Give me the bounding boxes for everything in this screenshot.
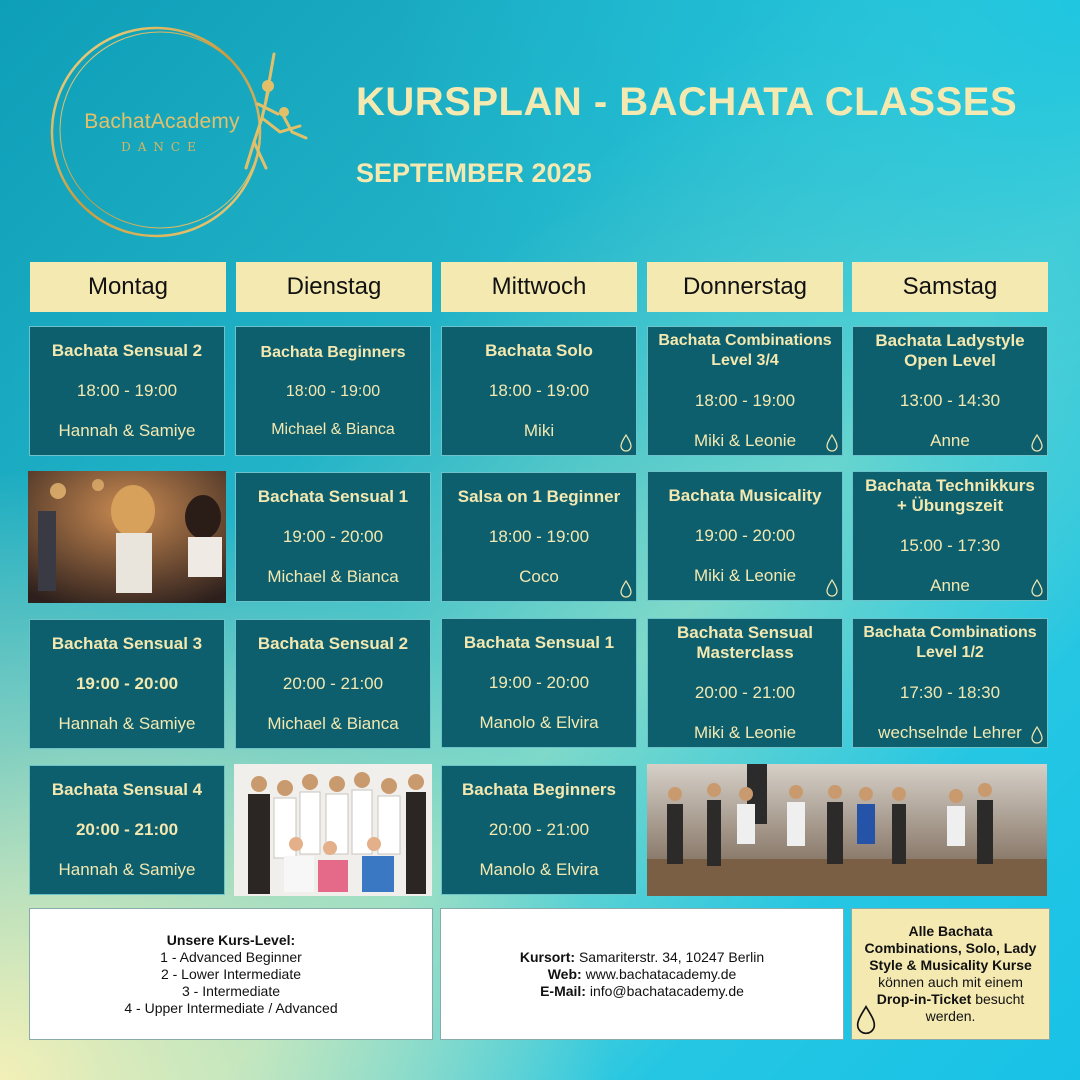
class-time: 20:00 - 21:00 bbox=[75, 820, 179, 839]
class-time: 18:00 - 19:00 bbox=[76, 381, 178, 400]
page-title: KURSPLAN - BACHATA CLASSES bbox=[356, 80, 1018, 124]
class-card[interactable] bbox=[852, 618, 1048, 748]
class-time: 20:00 - 21:00 bbox=[488, 820, 590, 839]
class-card[interactable] bbox=[441, 472, 637, 602]
class-name bbox=[671, 623, 819, 663]
class-teacher: Anne bbox=[930, 576, 970, 595]
level-info-box bbox=[29, 908, 433, 1040]
level-title: Unsere Kurs-Level: bbox=[166, 931, 296, 948]
class-time: 18:00 - 19:00 bbox=[285, 383, 381, 400]
class-name: Bachata Sensual 2 bbox=[257, 634, 409, 653]
dance-photo bbox=[28, 471, 226, 603]
class-name: Bachata Sensual 1 bbox=[257, 487, 409, 506]
class-card[interactable] bbox=[852, 326, 1048, 456]
class-name: Bachata Beginners bbox=[260, 344, 406, 361]
class-card[interactable] bbox=[441, 618, 637, 748]
class-card[interactable] bbox=[647, 471, 843, 601]
contact-info-box bbox=[440, 908, 844, 1040]
class-teacher: Manolo & Elvira bbox=[479, 860, 599, 879]
class-photo bbox=[647, 764, 1047, 896]
class-name: Bachata Sensual 2 bbox=[51, 341, 203, 360]
day-header-mittwoch: Mittwoch bbox=[441, 262, 637, 312]
class-card[interactable] bbox=[647, 618, 843, 748]
class-time: 18:00 - 19:00 bbox=[488, 527, 590, 546]
class-name: Bachata Sensual 1 bbox=[463, 633, 615, 652]
class-name bbox=[857, 623, 1042, 663]
class-name-line1: Bachata Technikkurs bbox=[865, 476, 1035, 495]
level-item: 3 - Intermediate bbox=[181, 982, 281, 999]
class-card[interactable] bbox=[647, 326, 843, 456]
class-name bbox=[859, 476, 1041, 516]
class-name-line1: Bachata Combinations bbox=[658, 332, 832, 349]
logo bbox=[48, 20, 310, 242]
dropin-text1: können auch mit einem bbox=[878, 974, 1023, 990]
class-teacher: Miki & Leonie bbox=[693, 723, 797, 742]
class-time: 20:00 - 21:00 bbox=[282, 674, 384, 693]
drop-icon bbox=[1031, 579, 1043, 597]
class-card[interactable] bbox=[29, 326, 225, 456]
class-time: 19:00 - 20:00 bbox=[75, 674, 179, 693]
group-photo bbox=[234, 764, 432, 896]
class-card[interactable] bbox=[29, 619, 225, 749]
dropin-bold1: Alle Bachata Combinations, Solo, Lady Style & Musicality Kurse bbox=[864, 923, 1037, 973]
class-name: Salsa on 1 Beginner bbox=[457, 487, 621, 506]
web-label: Web: bbox=[547, 965, 582, 982]
class-name: Bachata Solo bbox=[485, 341, 593, 360]
class-time: 17:30 - 18:30 bbox=[899, 683, 1001, 702]
dropin-info-box bbox=[851, 908, 1050, 1040]
class-teacher: Hannah & Samiye bbox=[58, 714, 196, 733]
class-card[interactable] bbox=[852, 471, 1048, 601]
class-name: Bachata Sensual 3 bbox=[51, 634, 203, 653]
class-teacher: Michael & Bianca bbox=[267, 567, 399, 586]
class-card[interactable] bbox=[235, 472, 431, 602]
class-time: 19:00 - 20:00 bbox=[282, 527, 384, 546]
level-item: 1 - Advanced Beginner bbox=[160, 948, 302, 965]
email-label: E-Mail: bbox=[540, 982, 586, 999]
logo-sub: DANCE bbox=[121, 140, 203, 154]
class-teacher: Hannah & Samiye bbox=[58, 421, 196, 440]
class-card[interactable] bbox=[235, 619, 431, 749]
kursort-line bbox=[520, 949, 764, 966]
class-teacher: Miki bbox=[523, 421, 555, 440]
class-time: 15:00 - 17:30 bbox=[899, 536, 1001, 555]
drop-icon bbox=[826, 579, 838, 597]
class-name: Bachata Beginners bbox=[462, 780, 616, 799]
class-time: 18:00 - 19:00 bbox=[488, 381, 590, 400]
class-time: 19:00 - 20:00 bbox=[488, 673, 590, 692]
class-teacher: Miki & Leonie bbox=[693, 431, 797, 450]
day-header-dienstag: Dienstag bbox=[236, 262, 432, 312]
class-name-line2: Masterclass bbox=[696, 643, 794, 662]
kursort-value: Samariterstr. 34, 10247 Berlin bbox=[578, 948, 765, 965]
drop-icon bbox=[826, 434, 838, 452]
class-name: Bachata Sensual 4 bbox=[51, 780, 203, 799]
level-item: 4 - Upper Intermediate / Advanced bbox=[124, 999, 338, 1016]
web-line bbox=[548, 966, 737, 983]
class-name-line2: Level 1/2 bbox=[916, 644, 984, 661]
drop-icon bbox=[620, 580, 632, 598]
drop-icon bbox=[620, 434, 632, 452]
day-header-montag: Montag bbox=[30, 262, 226, 312]
drop-icon bbox=[1031, 434, 1043, 452]
class-card[interactable] bbox=[235, 326, 431, 456]
email-link[interactable]: info@bachatacademy.de bbox=[589, 982, 744, 999]
logo-name: BachatAcademy bbox=[84, 110, 240, 133]
dropin-text bbox=[860, 923, 1041, 1025]
class-time: 13:00 - 14:30 bbox=[899, 391, 1001, 410]
day-header-donnerstag: Donnerstag bbox=[647, 262, 843, 312]
class-name bbox=[652, 331, 837, 371]
class-name bbox=[869, 331, 1030, 371]
class-name-line2: Level 3/4 bbox=[711, 352, 779, 369]
class-name-line1: Bachata Sensual bbox=[676, 623, 814, 642]
day-header-samstag: Samstag bbox=[852, 262, 1048, 312]
class-card[interactable] bbox=[441, 326, 637, 456]
web-link[interactable]: www.bachatacademy.de bbox=[585, 965, 737, 982]
level-item: 2 - Lower Intermediate bbox=[160, 965, 302, 982]
class-teacher: Coco bbox=[519, 567, 559, 586]
class-teacher: Miki & Leonie bbox=[693, 566, 797, 585]
class-teacher: Anne bbox=[930, 431, 970, 450]
class-card[interactable] bbox=[29, 765, 225, 895]
kursort-label: Kursort: bbox=[519, 948, 576, 965]
class-teacher: Michael & Bianca bbox=[271, 421, 395, 438]
drop-icon bbox=[1031, 726, 1043, 744]
class-teacher: wechselnde Lehrer bbox=[878, 723, 1022, 742]
class-teacher: Manolo & Elvira bbox=[479, 713, 599, 732]
class-teacher: Hannah & Samiye bbox=[58, 860, 196, 879]
class-name-line2: + Übungszeit bbox=[896, 496, 1004, 515]
page-subtitle: SEPTEMBER 2025 bbox=[356, 158, 592, 188]
class-name-line1: Bachata Combinations bbox=[863, 624, 1037, 641]
dropin-text2: besucht werden. bbox=[925, 991, 1025, 1024]
dropin-bold2: Drop-in-Ticket bbox=[876, 991, 972, 1007]
class-time: 20:00 - 21:00 bbox=[694, 683, 796, 702]
class-name-line1: Bachata Ladystyle bbox=[875, 331, 1025, 350]
class-card[interactable] bbox=[441, 765, 637, 895]
class-time: 18:00 - 19:00 bbox=[694, 391, 796, 410]
class-name-line2: Open Level bbox=[904, 351, 996, 370]
email-line bbox=[540, 983, 744, 1000]
class-time: 19:00 - 20:00 bbox=[694, 526, 796, 545]
class-name: Bachata Musicality bbox=[668, 486, 822, 505]
drop-icon bbox=[856, 1005, 876, 1035]
class-teacher: Michael & Bianca bbox=[267, 714, 399, 733]
